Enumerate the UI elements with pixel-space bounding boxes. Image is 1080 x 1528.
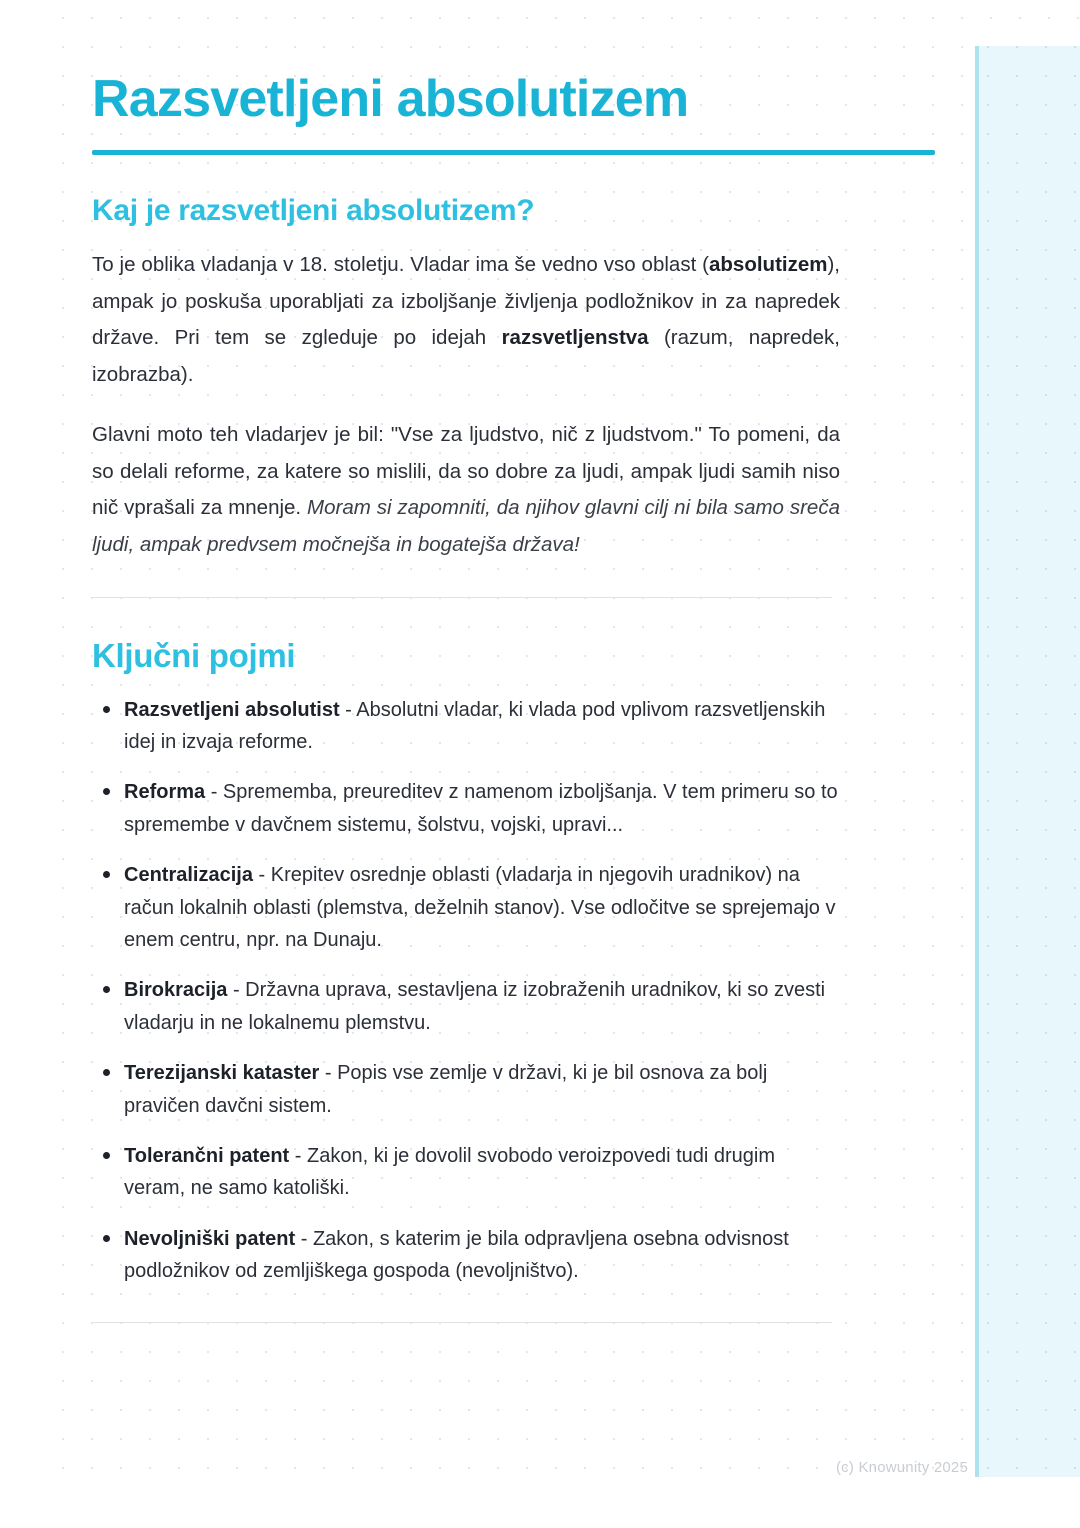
list-item-term: Reforma — [124, 781, 206, 804]
bullet-dot-icon — [103, 1235, 110, 1242]
list-item-separator: - — [295, 1227, 313, 1250]
list-item — [92, 1140, 840, 1205]
list-item — [92, 1057, 840, 1122]
list-item-description: Zakon, s katerim je bila odpravljena osebna odvisnost podložnikov od zemljiškega gospoda (nevoljništvo). — [124, 1227, 789, 1283]
list-item-description: Sprememba, preureditev z namenom izboljšanja. V tem primeru so to spremembe v davčnem sistemu, šolstvu, vojski, upravi... — [124, 781, 838, 836]
list-item-separator: - — [339, 698, 357, 721]
list-item — [92, 776, 840, 841]
section-divider-top — [92, 597, 832, 598]
copyright-watermark: (c) Knowunity 2025 — [835, 1459, 968, 1476]
list-item — [92, 859, 840, 956]
list-item-separator: - — [205, 781, 223, 804]
list-item-separator: - — [227, 979, 246, 1002]
paragraph-motto-italic-note: Moram si zapomniti, da njihov glavni cilj ni bila samo sreča ljudi, ampak predvsem močnejša in bogatejša država! — [92, 496, 840, 556]
paragraph-definition-bold-razsvetljenstva: razsvetljenstva — [501, 326, 649, 350]
list-item-separator: - — [319, 1062, 338, 1085]
bullet-dot-icon — [103, 788, 110, 795]
list-item-term: Nevoljniški patent — [124, 1227, 296, 1250]
list-item-description: Krepitev osrednje oblasti (vladarja in njegovih uradnikov) na račun lokalnih oblasti (plemstva, deželnih stanov). Vse odločitve se sprejemajo v enem centru, npr. na Dunaju. — [124, 864, 836, 952]
section-heading-what-is: Kaj je razsvetljeni absolutizem? — [92, 194, 535, 228]
list-item-term: Birokracija — [124, 979, 228, 1002]
section-key-terms — [92, 636, 840, 1287]
list-item-term: Terezijanski kataster — [124, 1062, 320, 1085]
paragraph-motto — [92, 417, 840, 563]
section-what-is — [92, 193, 840, 563]
title-underline-rule — [92, 150, 935, 155]
list-item-description: Zakon, ki je dovolil svobodo veroizpovedi tudi drugim veram, ne samo katoliški. — [124, 1145, 776, 1200]
bullet-dot-icon — [103, 1152, 110, 1159]
list-item-term: Razsvetljeni absolutist — [124, 698, 340, 721]
bullet-dot-icon — [103, 871, 110, 878]
document-content — [92, 70, 840, 1323]
key-terms-list — [92, 694, 840, 1288]
list-item-term: Centralizacija — [124, 864, 253, 887]
paragraph-definition-part2: ), ampak jo poskuša uporabljati za izboljšanje življenja podložnikov in za napredek države. Pri tem se zgleduje po idejah — [92, 253, 840, 350]
section-divider-bottom — [92, 1322, 832, 1323]
paragraph-definition-part3: (razum, napredek, izobrazba). — [92, 326, 840, 386]
page-title: Razsvetljeni absolutizem — [92, 70, 689, 128]
list-item-description: Absolutni vladar, ki vlada pod vplivom razsvetljenskih idej in izvaja reforme. — [124, 698, 826, 754]
bullet-dot-icon — [103, 1069, 110, 1076]
list-item-description: Državna uprava, sestavljena iz izobraženih uradnikov, ki so zvesti vladarju in ne lokalnemu plemstvu. — [124, 979, 826, 1034]
section-heading-key-terms: Ključni pojmi — [92, 637, 296, 675]
list-item — [92, 694, 840, 759]
paragraph-definition — [92, 247, 840, 393]
list-item-separator: - — [289, 1145, 307, 1167]
list-item — [92, 974, 840, 1039]
bullet-dot-icon — [103, 986, 110, 993]
list-item — [92, 1223, 840, 1288]
paragraph-motto-part1: Glavni moto teh vladarjev je bil: "Vse za ljudstvo, nič z ljudstvom." To pomeni, da so delali reforme, za katere so mislili, da so dobre za ljudi, ampak ljudi samih niso nič vprašali za mnenje. — [92, 423, 840, 520]
list-item-description: Popis vse zemlje v državi, ki je bil osnova za bolj pravičen davčni sistem. — [124, 1062, 768, 1117]
list-item-separator: - — [252, 864, 271, 887]
list-item-term: Tolerančni patent — [124, 1145, 290, 1167]
paragraph-definition-part1: To je oblika vladanja v 18. stoletju. Vladar ima še vedno vso oblast ( — [92, 253, 709, 277]
bullet-dot-icon — [103, 706, 110, 713]
paragraph-definition-bold-absolutizem: absolutizem — [709, 253, 828, 277]
margin-band-dot-grid — [979, 46, 1080, 1477]
right-margin-band — [975, 46, 1080, 1477]
